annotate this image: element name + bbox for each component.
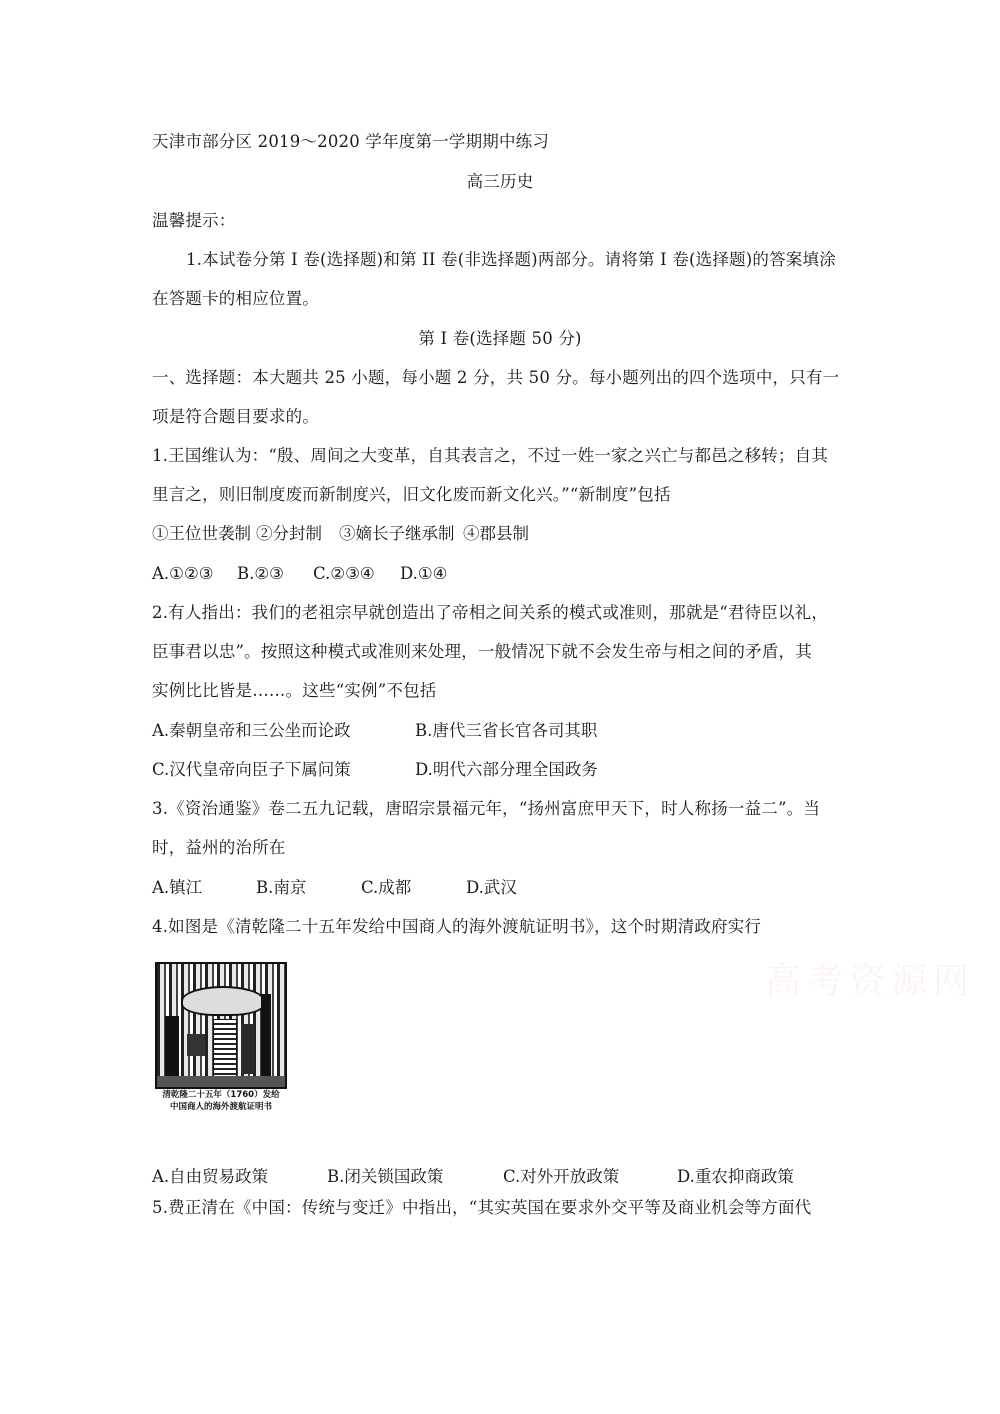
question-4-option-a[interactable]: A.自由贸易政策 <box>152 1167 269 1186</box>
question-2-option-b[interactable]: B.唐代三省长官各司其职 <box>415 721 598 740</box>
navigation-certificate-figure <box>155 962 285 1112</box>
question-2-stem-line-2: 臣事君以忠”。按照这种模式或准则来处理，一般情况下就不会发生帝与相之间的矛盾，其 <box>152 642 812 661</box>
figure-caption-line-1: 清乾隆二十五年（1760）发给 <box>162 1090 280 1100</box>
question-3-stem-line-1: 3.《资治通鉴》卷二五九记载，唐昭宗景福元年，“扬州富庶甲天下，时人称扬一益二”。当 <box>152 799 821 818</box>
question-3-option-d[interactable]: D.武汉 <box>466 878 517 897</box>
question-1-option-c[interactable]: C.②③④ <box>313 564 375 583</box>
question-2-option-c[interactable]: C.汉代皇帝向臣子下属问策 <box>152 760 351 779</box>
watermark: 高考资源网 <box>765 961 976 1002</box>
question-2-option-a[interactable]: A.秦朝皇帝和三公坐而论政 <box>152 721 351 740</box>
exam-title: 天津市部分区 2019～2020 学年度第一学期期中练习 <box>152 132 550 151</box>
question-4-option-b[interactable]: B.闭关锁国政策 <box>327 1167 444 1186</box>
certificate-text-panel <box>213 1019 237 1079</box>
notice-item-1-line-1: 1.本试卷分第 I 卷(选择题)和第 II 卷(非选择题)两部分。请将第 I 卷(选择题)的答案填涂 <box>186 250 836 269</box>
question-1-item-2: ②分封制 <box>256 524 322 543</box>
question-1-stem-line-1: 1.王国维认为：“殷、周间之大变革，自其表言之，不过一姓一家之兴亡与都邑之移转；自其 <box>152 446 829 465</box>
question-2-option-d[interactable]: D.明代六部分理全国政务 <box>415 760 598 779</box>
question-1-option-b[interactable]: B.②③ <box>237 564 284 583</box>
question-2-stem-line-3: 实例比比皆是……。这些“实例”不包括 <box>152 681 437 700</box>
certificate-image <box>155 962 287 1089</box>
question-1-item-1: ①王位世袭制 <box>152 524 251 543</box>
certificate-arch-decoration <box>181 986 265 1016</box>
subject-title: 高三历史 <box>466 172 534 191</box>
notice-label: 温馨提示： <box>152 211 236 230</box>
question-4-stem-line-1: 4.如图是《清乾隆二十五年发给中国商人的海外渡航证明书》，这个时期清政府实行 <box>152 917 762 936</box>
question-1-option-a[interactable]: A.①②③ <box>152 564 214 583</box>
question-1-stem-line-2: 里言之，则旧制度废而新制度兴，旧文化废而新文化兴。”“新制度”包括 <box>152 485 671 504</box>
question-3-option-b[interactable]: B.南京 <box>256 878 307 897</box>
question-3-option-c[interactable]: C.成都 <box>361 878 412 897</box>
question-2-stem-line-1: 2.有人指出：我们的老祖宗早就创造出了帝相之间关系的模式或准则，那就是“君待臣以礼， <box>152 603 829 622</box>
question-1-item-4: ④郡县制 <box>463 524 529 543</box>
question-3-option-a[interactable]: A.镇江 <box>152 878 203 897</box>
figure-caption-line-2: 中国商人的海外渡航证明书 <box>169 1102 272 1112</box>
section-instructions-line-2: 项是符合题目要求的。 <box>152 407 319 426</box>
question-1-option-d[interactable]: D.①④ <box>400 564 448 583</box>
section-instructions-line-1: 一、选择题：本大题共 25 小题，每小题 2 分，共 50 分。每小题列出的四个选项中，只有一 <box>152 368 840 387</box>
question-1-item-3: ③嫡长子继承制 <box>339 524 455 543</box>
question-4-option-c[interactable]: C.对外开放政策 <box>503 1167 620 1186</box>
notice-item-1-line-2: 在答题卡的相应位置。 <box>152 289 319 308</box>
question-3-stem-line-2: 时，益州的治所在 <box>152 838 286 857</box>
section-title: 第 I 卷(选择题 50 分) <box>418 329 582 348</box>
question-5-stem-line-1: 5.费正清在《中国：传统与变迁》中指出，“其实英国在要求外交平等及商业机会等方面代 <box>152 1198 812 1217</box>
figure-caption <box>155 1089 287 1113</box>
question-4-option-d[interactable]: D.重农抑商政策 <box>677 1167 794 1186</box>
